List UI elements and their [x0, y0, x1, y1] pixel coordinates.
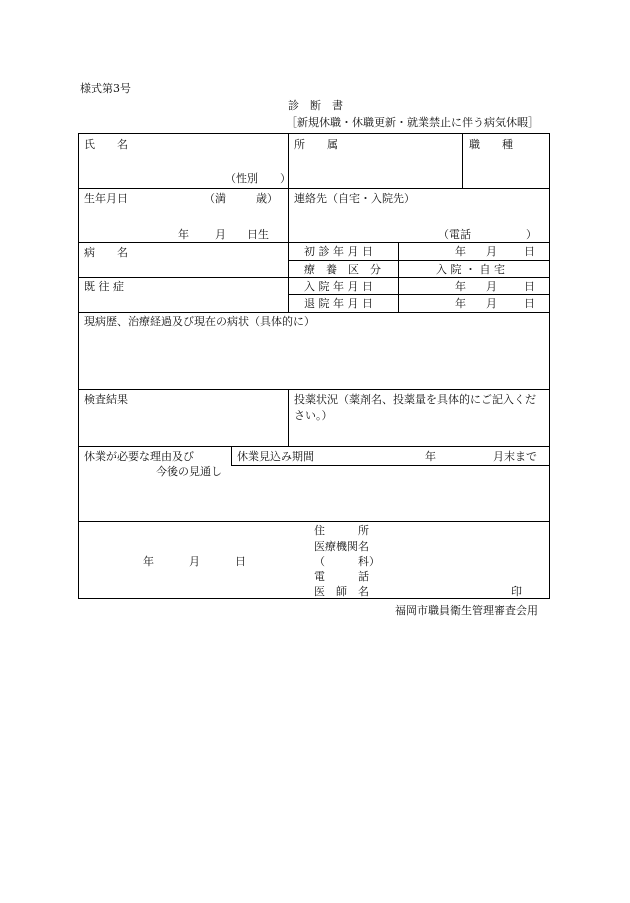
- leave-period-label: 休業見込み期間: [237, 450, 314, 463]
- discharge-month: 月: [486, 297, 497, 310]
- discharge-year: 年: [455, 297, 466, 310]
- row-divider-5: [78, 389, 550, 390]
- row-divider-3: [78, 277, 550, 278]
- institution-label: 医療機関名: [314, 540, 369, 553]
- phone-label: （電話 ）: [438, 228, 537, 241]
- phone-2-label: 電 話: [314, 570, 369, 583]
- row-divider-6: [78, 446, 550, 447]
- row-divider-1: [78, 188, 550, 189]
- admission-label: 入 院 年 月 日: [304, 280, 373, 293]
- col-divider-leave: [231, 446, 232, 466]
- col-divider-dates: [398, 242, 399, 312]
- col-divider-job: [462, 133, 463, 188]
- col-divider-main: [288, 133, 289, 312]
- row-divider-7: [78, 521, 550, 522]
- contact-label: 連絡先（自宅・入院先）: [294, 192, 415, 205]
- discharge-day: 日: [524, 297, 535, 310]
- age-open: （満: [204, 192, 226, 205]
- document-title: 診 断 書: [288, 99, 343, 112]
- sign-month: 月: [189, 555, 200, 568]
- disease-label: 病 名: [84, 246, 128, 259]
- care-options: 入 院 ・ 自 宅: [436, 263, 505, 276]
- affiliation-label: 所 属: [294, 138, 338, 151]
- first-visit-year: 年: [455, 245, 466, 258]
- discharge-label: 退 院 年 月 日: [304, 297, 373, 310]
- row-divider-care: [288, 260, 550, 261]
- birthdate-month: 月: [215, 228, 226, 241]
- birthdate-day: 日生: [247, 228, 269, 241]
- row-divider-2: [78, 242, 550, 243]
- leave-period-until: 月末まで: [493, 450, 537, 463]
- admission-day: 日: [524, 280, 535, 293]
- committee-footer: 福岡市職員衛生管理審査会用: [395, 604, 538, 617]
- admission-month: 月: [486, 280, 497, 293]
- care-type-label: 療 養 区 分: [304, 263, 381, 276]
- row-divider-discharge: [288, 294, 550, 295]
- seal-label: 印: [511, 585, 522, 598]
- medication-label-line-1: 投薬状況（薬剤名、投薬量を具体的にご記入くだ: [294, 393, 536, 406]
- row-divider-leave: [231, 465, 550, 466]
- gender-label: （性別 ）: [225, 172, 291, 185]
- history-label: 現病歴、治療経過及び現在の病状（具体的に）: [84, 315, 315, 328]
- address-label: 住 所: [314, 524, 369, 537]
- first-visit-month: 月: [486, 245, 497, 258]
- form-number: 様式第3号: [80, 82, 131, 95]
- row-divider-4: [78, 312, 550, 313]
- sign-year: 年: [143, 555, 154, 568]
- birthdate-label: 生年月日: [84, 192, 128, 205]
- medication-label-line-2: さい。）: [294, 409, 333, 422]
- birthdate-year: 年: [178, 228, 189, 241]
- first-visit-day: 日: [524, 245, 535, 258]
- age-close: 歳）: [256, 192, 278, 205]
- department-label: （ 科）: [314, 555, 380, 568]
- col-divider-exam: [288, 389, 289, 446]
- admission-year: 年: [455, 280, 466, 293]
- first-visit-label: 初 診 年 月 日: [304, 245, 373, 258]
- name-label: 氏 名: [84, 138, 128, 151]
- doctor-label: 医 師 名: [314, 585, 369, 598]
- exam-label: 検査結果: [84, 393, 128, 406]
- leave-reason-label-line-1: 休業が必要な理由及び: [84, 450, 194, 463]
- leave-reason-label-line-2: 今後の見通し: [156, 465, 222, 478]
- job-type-label: 職 種: [469, 138, 513, 151]
- previous-illness-label: 既 往 症: [84, 280, 124, 293]
- sign-day: 日: [235, 555, 246, 568]
- leave-period-year: 年: [425, 450, 436, 463]
- document-subtitle: ［新規休職・休職更新・就業禁止に伴う病気休暇］: [286, 116, 539, 129]
